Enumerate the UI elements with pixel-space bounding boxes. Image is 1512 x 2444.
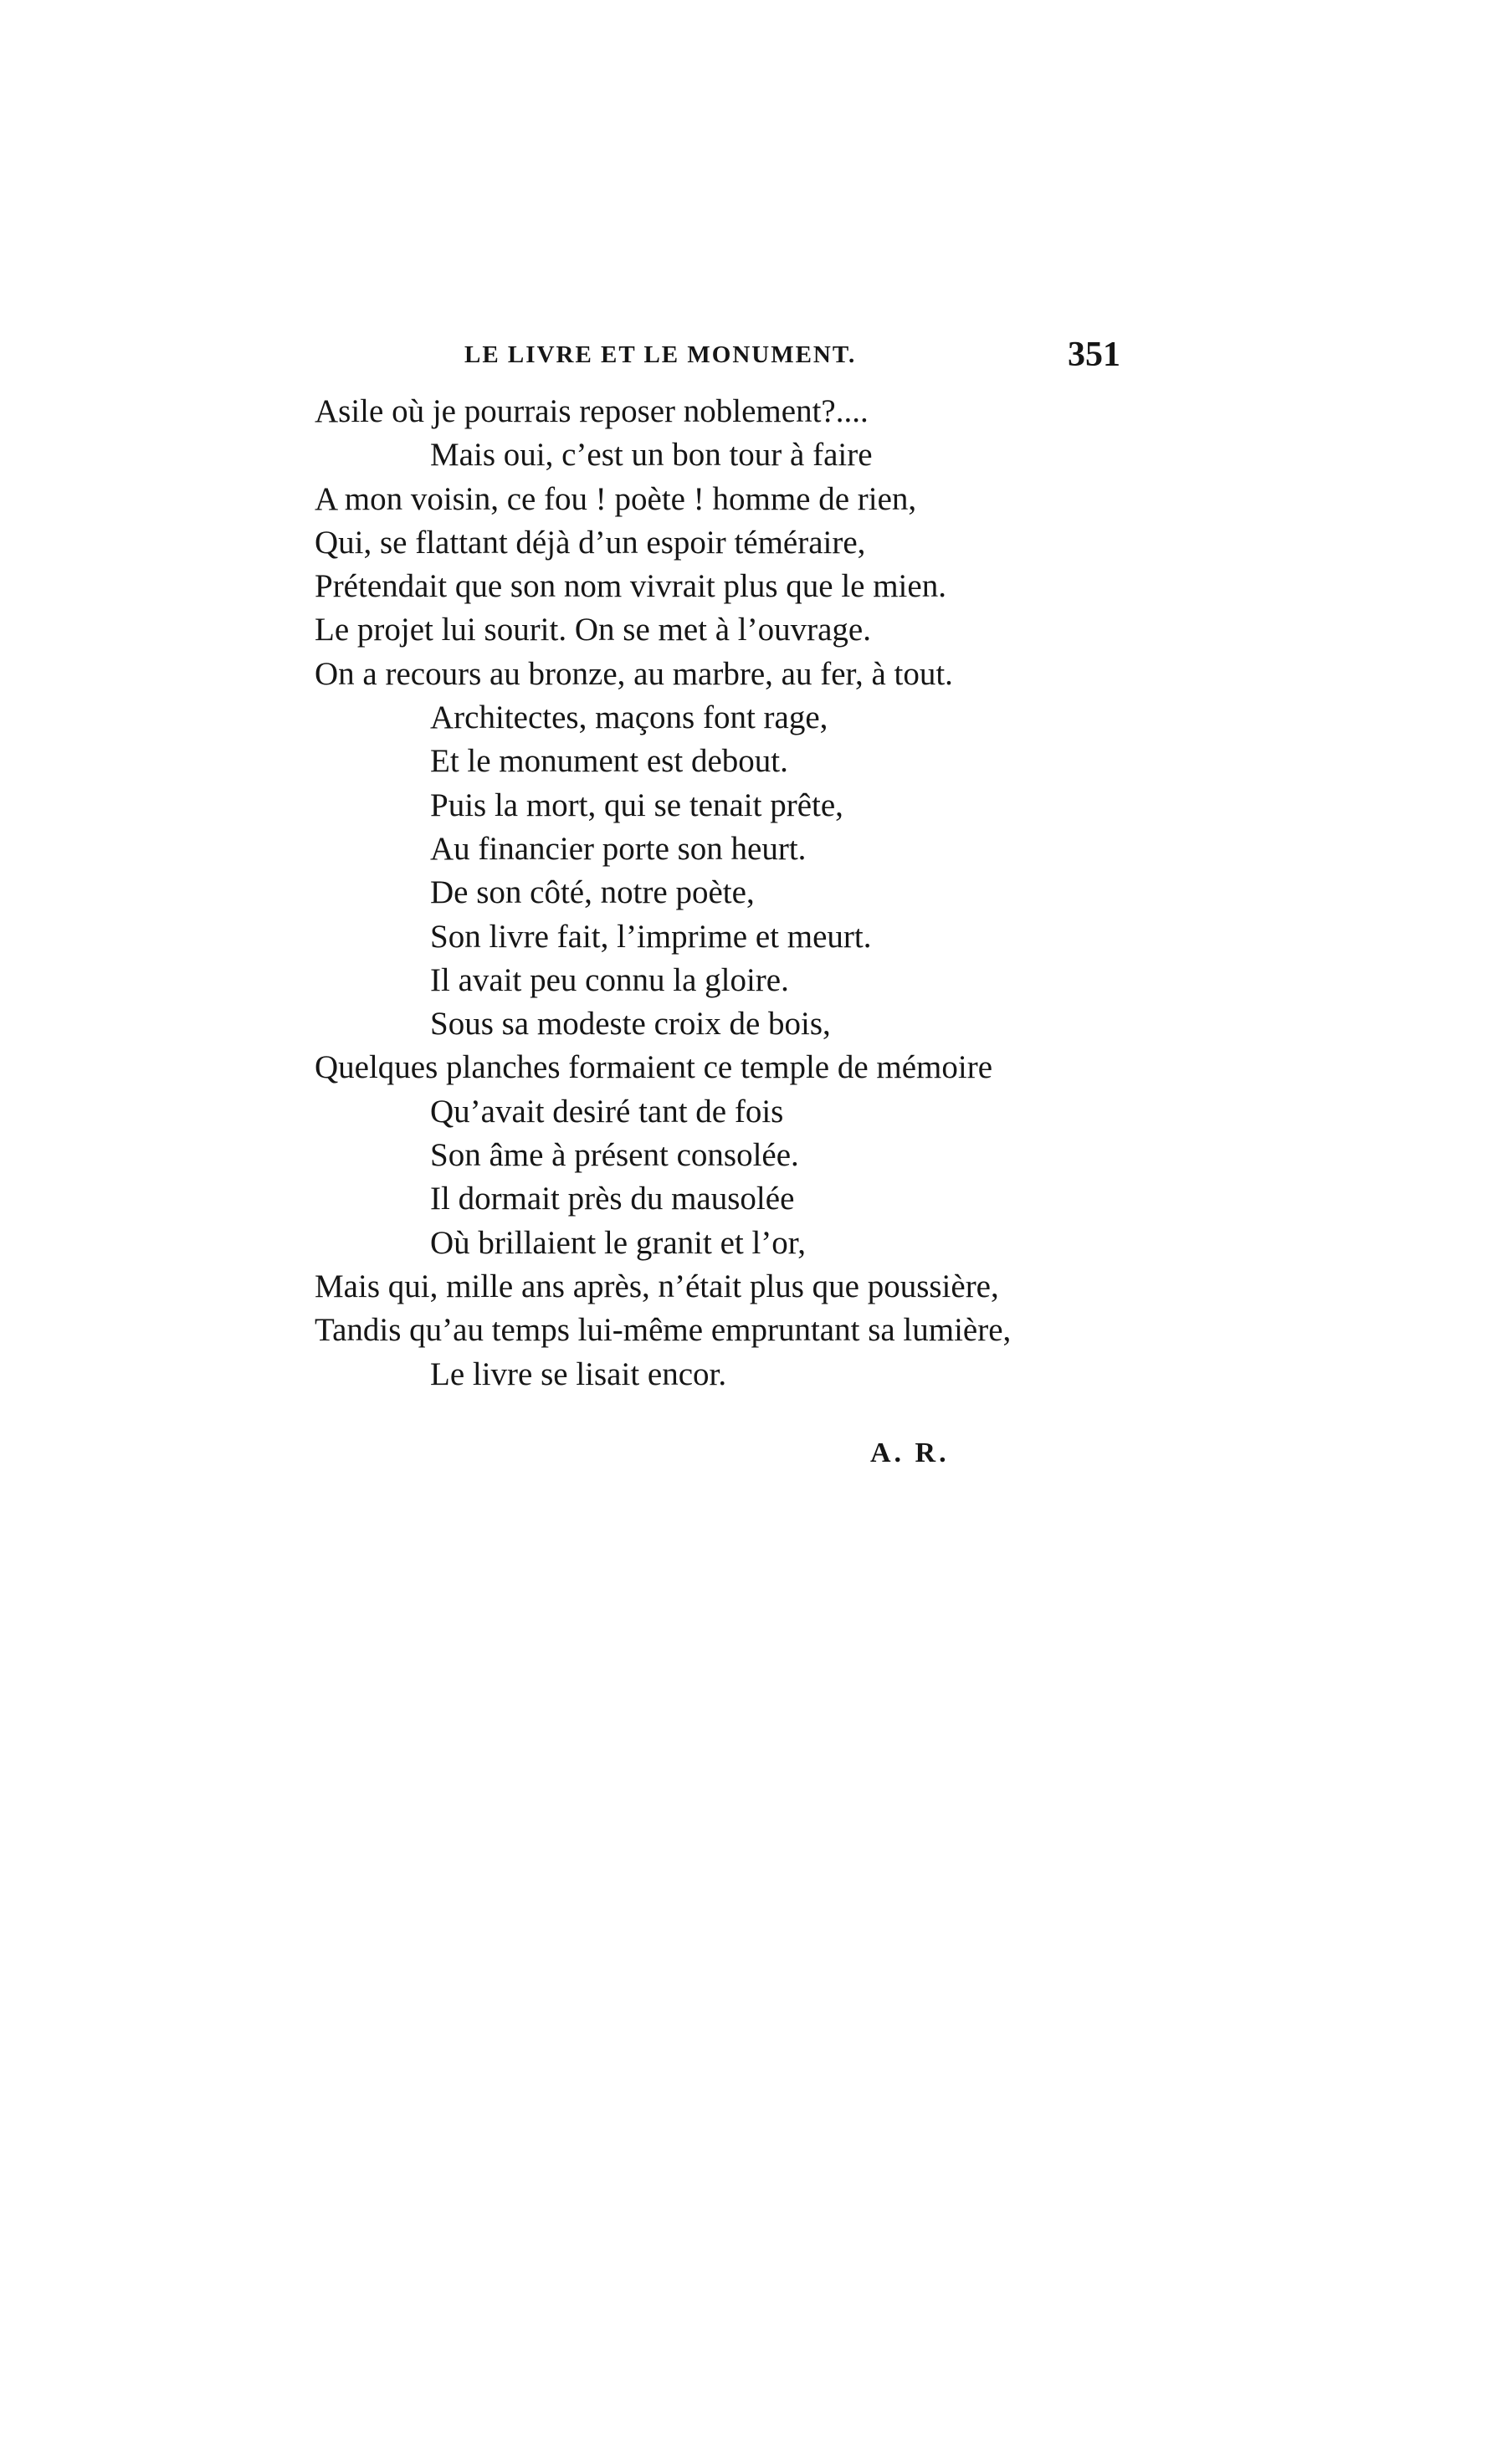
page-number: 351 xyxy=(1068,336,1120,374)
poem-line: Qui, se flattant déjà d’un espoir téméraire, xyxy=(315,524,866,561)
poem-line: Son livre fait, l’imprime et meurt. xyxy=(430,918,872,955)
author-signature: A. R. xyxy=(870,1437,950,1468)
poem-line: On a recours au bronze, au marbre, au fer, à tout. xyxy=(315,655,953,692)
poem-line: Où brillaient le granit et l’or, xyxy=(430,1224,806,1261)
poem-line: Architectes, maçons font rage, xyxy=(430,699,828,736)
running-title: LE LIVRE ET LE MONUMENT. xyxy=(464,341,857,368)
poem-line: Il avait peu connu la gloire. xyxy=(430,961,789,998)
poem-line: Puis la mort, qui se tenait prête, xyxy=(430,786,843,823)
poem-line: Tandis qu’au temps lui-même empruntant sa lumière, xyxy=(315,1312,1012,1349)
poem xyxy=(0,390,1512,1396)
poem-line: Mais qui, mille ans après, n’était plus que poussière, xyxy=(315,1268,999,1304)
poem-line: Au financier porte son heurt. xyxy=(430,830,807,867)
poem-line: Asile où je pourrais reposer noblement?.... xyxy=(315,393,869,429)
poem-line: Le livre se lisait encor. xyxy=(430,1355,727,1392)
poem-line: Quelques planches formaient ce temple de mémoire xyxy=(315,1049,993,1086)
poem-line: Qu’avait desiré tant de fois xyxy=(430,1093,784,1130)
poem-line: A mon voisin, ce fou ! poète ! homme de rien, xyxy=(315,480,917,517)
poem-line: Son âme à présent consolée. xyxy=(430,1137,799,1174)
poem-line: Et le monument est debout. xyxy=(430,743,788,780)
poem-line: Sous sa modeste croix de bois, xyxy=(430,1006,831,1043)
poem-line: Mais oui, c’est un bon tour à faire xyxy=(430,437,873,474)
poem-line: De son côté, notre poète, xyxy=(430,874,755,911)
poem-line: Il dormait près du mausolée xyxy=(430,1181,795,1217)
poem-line: Prétendait que son nom vivrait plus que le mien. xyxy=(315,568,946,605)
poem-line: Le projet lui sourit. On se met à l’ouvrage. xyxy=(315,612,871,648)
